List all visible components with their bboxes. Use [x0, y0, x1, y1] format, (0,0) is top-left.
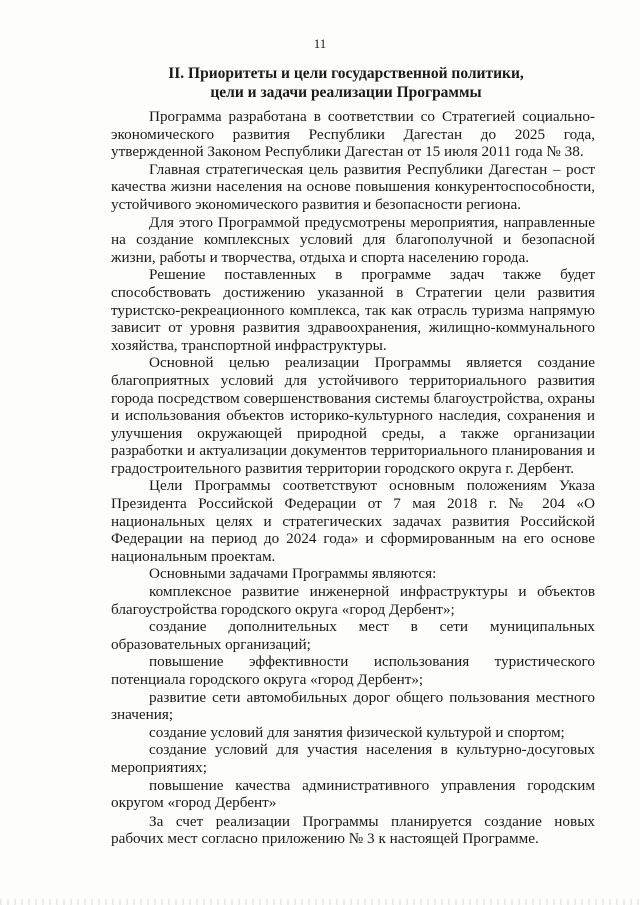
- task-item: повышение эффективности использования туристического потенциала городского округа «город Дербент»;: [111, 653, 595, 688]
- task-item: комплексное развитие инженерной инфраструктуры и объектов благоустройства городского округа «город Дербент»;: [111, 583, 595, 618]
- document-body: [111, 108, 595, 848]
- task-item: создание условий для занятия физической культурой и спортом;: [149, 723, 565, 741]
- scan-edge: [0, 899, 640, 905]
- task-item: создание дополнительных мест в сети муниципальных образовательных организаций;: [111, 618, 595, 653]
- paragraph: Программа разработана в соответствии со Стратегией социально-экономического развития Республики Дагестан до 2025 года, утвержденной Законом Республики Дагестан от 15 июля 2011 года № 38.: [111, 108, 595, 161]
- page-number: 11: [313, 36, 327, 51]
- paragraph: Основной целью реализации Программы является создание благоприятных условий для устойчивого территориального развития города посредством совершенствования системы благоустройства, охраны и использования объектов историко-культурного наследия, сохранения и улучшения окружающей природной среды, а также организации разработки и актуализации документов территориального планирования и градостроительного развития территории городского округа г. Дербент.: [111, 354, 595, 477]
- section-heading-line-1: II. Приоритеты и цели государственной политики,: [168, 65, 524, 82]
- paragraph: Главная стратегическая цель развития Республики Дагестан – рост качества жизни населения на основе повышения конкурентоспособности, устойчивого экономического развития и безопасности региона.: [111, 160, 595, 213]
- section-heading: [96, 64, 596, 102]
- tasks-intro: Основными задачами Программы являются:: [149, 565, 437, 583]
- paragraph: Решение поставленных в программе задач также будет способствовать достижению указанной в Стратегии цели развития туристско-рекреационного комплекса, так как отрасль туризма напрямую зависит от уровня развития здравоохранения, жилищно-коммунального хозяйства, транспортной инфраструктуры.: [111, 266, 595, 354]
- task-item: создание условий для участия населения в культурно-досуговых мероприятиях;: [111, 741, 595, 776]
- paragraph: Для этого Программой предусмотрены мероприятия, направленные на создание комплексных условий для благополучной и безопасной жизни, работы и творчества, отдыха и спорта населению города.: [111, 213, 595, 266]
- task-item: повышение качества административного управления городским округом «город Дербент»: [111, 776, 595, 812]
- paragraph: Цели Программы соответствуют основным положениям Указа Президента Российской Федерации от 7 мая 2018 г. № 204 «О национальных целях и стратегических задачах развития Российской Федерации на период до 2024 года» и сформированным на его основе национальным проектам.: [111, 477, 595, 565]
- section-heading-line-2: цели и задачи реализации Программы: [210, 84, 482, 101]
- task-item: развитие сети автомобильных дорог общего пользования местного значения;: [111, 688, 595, 724]
- closing-paragraph: За счет реализации Программы планируется создание новых рабочих мест согласно приложению № 3 к настоящей Программе.: [111, 812, 595, 848]
